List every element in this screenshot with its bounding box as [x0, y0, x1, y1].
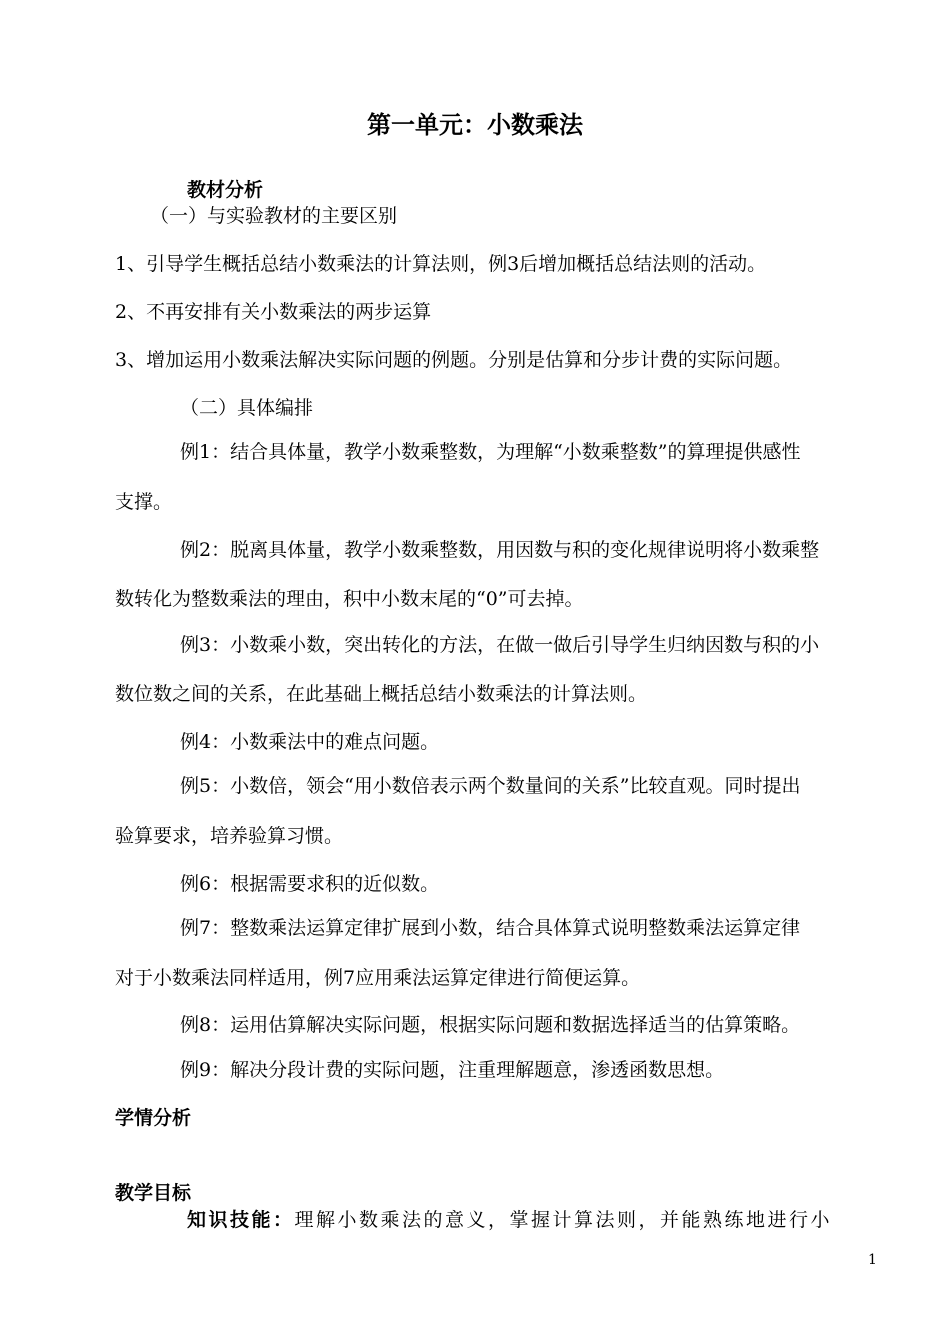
subheading-arrangement: （二）具体编排	[180, 397, 314, 419]
subheading-differences: （一）与实验教材的主要区别	[150, 205, 398, 227]
paragraph-example-6: 例6：根据需要求积的近似数。	[180, 873, 440, 895]
paragraph-diff-3: 3、增加运用小数乘法解决实际问题的例题。分别是估算和分步计费的实际问题。	[115, 349, 793, 371]
section-heading-goals: 教学目标	[115, 1182, 192, 1204]
paragraph-example-4: 例4：小数乘法中的难点问题。	[180, 731, 440, 753]
paragraph-goal-knowledge	[187, 1208, 832, 1232]
paragraph-example-1-cont: 支撑。	[115, 491, 173, 513]
paragraph-example-3-cont: 数位数之间的关系，在此基础上概括总结小数乘法的计算法则。	[115, 683, 648, 705]
goal-text: 理解小数乘法的意义，掌握计算法则，并能熟练地进行小	[294, 1209, 833, 1231]
section-heading-material: 教材分析	[187, 179, 264, 201]
document-title: 第一单元：小数乘法	[367, 111, 583, 139]
section-heading-students: 学情分析	[115, 1107, 192, 1129]
paragraph-example-8: 例8：运用估算解决实际问题，根据实际问题和数据选择适当的估算策略。	[180, 1014, 801, 1036]
paragraph-example-7: 例7：整数乘法运算定律扩展到小数，结合具体算式说明整数乘法运算定律	[180, 917, 801, 939]
paragraph-example-7-cont: 对于小数乘法同样适用，例7应用乘法运算定律进行简便运算。	[115, 967, 641, 989]
paragraph-example-9: 例9：解决分段计费的实际问题，注重理解题意，渗透函数思想。	[180, 1059, 725, 1081]
paragraph-example-2: 例2：脱离具体量，教学小数乘整数，用因数与积的变化规律说明将小数乘整	[180, 539, 820, 561]
paragraph-example-1: 例1：结合具体量，教学小数乘整数，为理解“小数乘整数”的算理提供感性	[180, 441, 801, 463]
page-number: 1	[868, 1252, 877, 1268]
paragraph-diff-1: 1、引导学生概括总结小数乘法的计算法则，例3后增加概括总结法则的活动。	[115, 253, 767, 275]
paragraph-example-5-cont: 验算要求，培养验算习惯。	[115, 825, 344, 847]
goal-label: 知识技能：	[187, 1209, 295, 1231]
paragraph-diff-2: 2、不再安排有关小数乘法的两步运算	[115, 301, 432, 323]
paragraph-example-2-cont: 数转化为整数乘法的理由，积中小数末尾的“0”可去掉。	[115, 588, 584, 610]
paragraph-example-5: 例5：小数倍，领会“用小数倍表示两个数量间的关系”比较直观。同时提出	[180, 775, 801, 797]
paragraph-example-3: 例3：小数乘小数，突出转化的方法，在做一做后引导学生归纳因数与积的小	[180, 634, 820, 656]
